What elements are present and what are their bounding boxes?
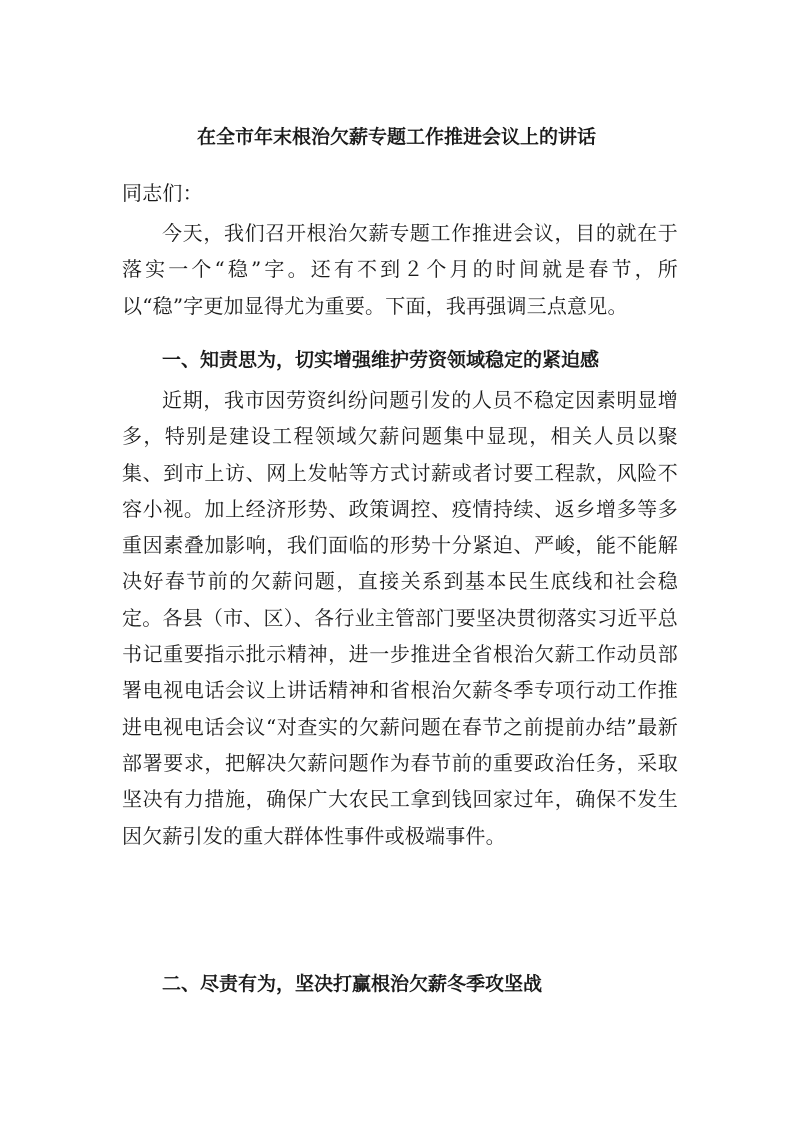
paragraph-intro: 今天，我们召开根治欠薪专题工作推进会议，目的就在于落实一个“稳”字。还有不到２个月的时间就是春节，所以“稳”字更加显得尤为重要。下面，我再强调三点意见。	[122, 221, 678, 318]
section-2-heading: 二、尽责有为，坚决打赢根治欠薪冬季攻坚战	[162, 973, 543, 995]
document-title: 在全市年末根治欠薪专题工作推进会议上的讲话	[196, 126, 596, 148]
greeting: 同志们：	[122, 181, 203, 205]
section-1-heading: 一、知责思为，切实增强维护劳资领域稳定的紧迫感	[162, 349, 600, 371]
section-1-paragraph: 近期，我市因劳资纠纷问题引发的人员不稳定因素明显增多，特别是建设工程领域欠薪问题集中显现，相关人员以聚集、到市上访、网上发帖等方式讨薪或者讨要工程款，风险不容小视。加上经济形势、政策调控、疫情持续、返乡增多等多重因素叠加影响，我们面临的形势十分紧迫、严峻，能不能解决好春节前的欠薪问题，直接关系到基本民生底线和社会稳定。各县（市、区）、各行业主管部门要坚决贯彻落实习近平总书记重要指示批示精神，进一步推进全省根治欠薪工作动员部署电视电话会议上讲话精神和省根治欠薪冬季专项行动工作推进电视电话会议“对查实的欠薪问题在春节之前提前办结”最新部署要求，把解决欠薪问题作为春节前的重要政治任务，采取坚决有力措施，确保广大农民工拿到钱回家过年，确保不发生因欠薪引发的重大群体性事件或极端事件。	[122, 388, 678, 848]
